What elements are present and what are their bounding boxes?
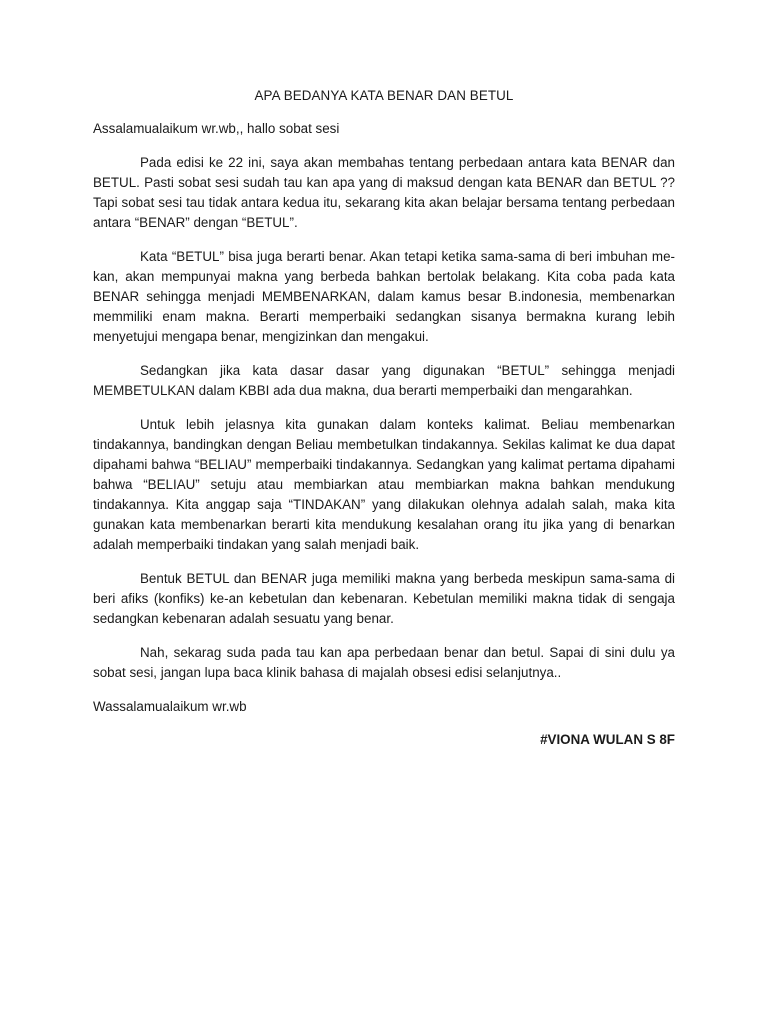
paragraph-3: Sedangkan jika kata dasar dasar yang digunakan “BETUL” sehingga menjadi MEMBETULKAN dalam KBBI ada dua makna, dua berarti memperbaiki dan mengarahkan.	[93, 363, 675, 398]
paragraph-4: Untuk lebih jelasnya kita gunakan dalam konteks kalimat. Beliau membenarkan tindakannya, bandingkan dengan Beliau membetulkan tindakannya. Sekilas kalimat ke dua dapat dipahami bahwa “BELIAU” memperbaiki tindakannya. Sedangkan yang kalimat pertama dipahami bahwa “BELIAU” setuju atau membiarkan atau membiarkan makna bahkan mendukung tindakannya. Kita anggap saja “TINDAKAN” yang dilakukan olehnya adalah salah, maka kita gunakan kata membenarkan berarti kita mendukung kesalahan orang itu jika yang di benarkan adalah memperbaiki tindakan yang salah menjadi baik.	[93, 417, 675, 552]
author-signature: #VIONA WULAN S 8F	[540, 732, 675, 747]
greeting-text: Assalamualaikum wr.wb,, hallo sobat sesi	[93, 121, 340, 136]
closing-text: Wassalamualaikum wr.wb	[93, 699, 247, 714]
paragraph-6: Nah, sekarag suda pada tau kan apa perbedaan benar dan betul. Sapai di sini dulu ya sobat sesi, jangan lupa baca klinik bahasa di majalah obsesi edisi selanjutnya..	[93, 645, 675, 680]
paragraph-1: Pada edisi ke 22 ini, saya akan membahas tentang perbedaan antara kata BENAR dan BETUL. Pasti sobat sesi sudah tau kan apa yang di maksud dengan kata BENAR dan BETUL ?? Tapi sobat sesi tau tidak antara kedua itu, sekarang kita akan belajar bersama tentang perbedaan antara “BENAR” dengan “BETUL”.	[93, 155, 675, 230]
paragraph-5: Bentuk BETUL dan BENAR juga memiliki makna yang berbeda meskipun sama-sama di beri afiks (konfiks) ke-an kebetulan dan kebenaran. Kebetulan memiliki makna tidak di sengaja sedangkan kebenaran adalah sesuatu yang benar.	[93, 571, 675, 626]
page-title: APA BEDANYA KATA BENAR DAN BETUL	[254, 88, 514, 103]
paragraph-2: Kata “BETUL” bisa juga berarti benar. Akan tetapi ketika sama-sama di beri imbuhan me-kan, akan mempunyai makna yang berbeda bahkan bertolak belakang. Kita coba pada kata BENAR sehingga menjadi MEMBENARKAN, dalam kamus besar B.indonesia, membenarkan memmiliki enam makna. Berarti memperbaiki sedangkan sisanya bermakna kurang lebih menyetujui mengapa benar, mengizinkan dan mengakui.	[93, 249, 675, 344]
document-body	[93, 86, 675, 750]
